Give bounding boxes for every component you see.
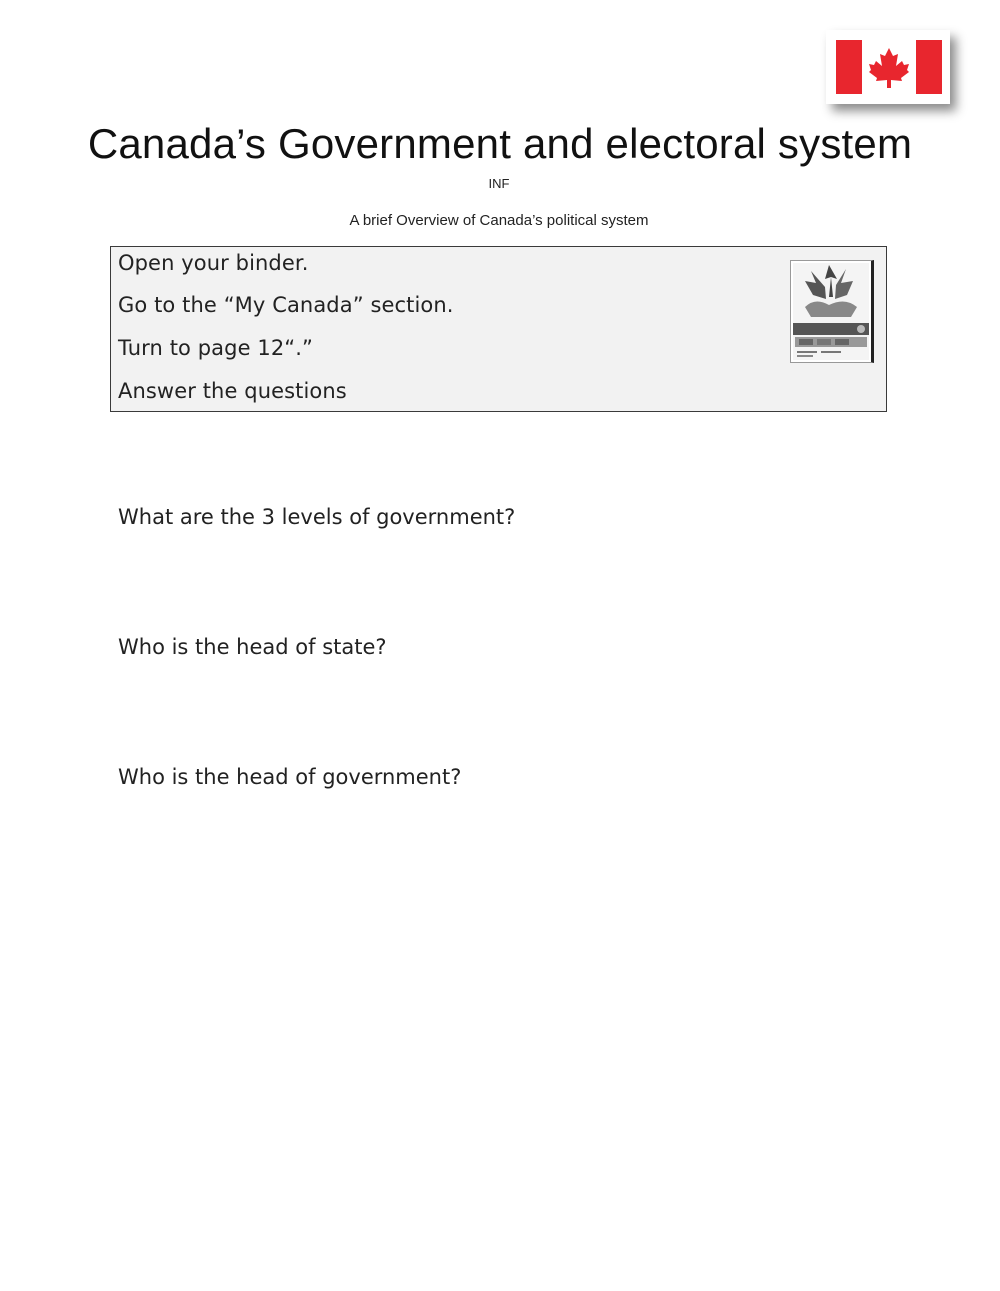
instruction-turn-to-page: Turn to page 12“.” xyxy=(118,336,314,360)
question-head-of-state: Who is the head of state? xyxy=(118,635,387,659)
page-title: Canada’s Government and electoral system xyxy=(87,120,913,167)
instruction-go-to-section: Go to the “My Canada” section. xyxy=(118,293,454,317)
question-levels-of-government: What are the 3 levels of government? xyxy=(118,505,516,529)
question-head-of-government: Who is the head of government? xyxy=(118,765,462,789)
instructions-box xyxy=(110,246,887,412)
binder-cover-image xyxy=(790,260,874,363)
page-subtitle: A brief Overview of Canada’s political system xyxy=(349,212,649,229)
document-code: INF xyxy=(488,176,510,191)
canada-flag-image xyxy=(826,30,950,104)
instruction-open-binder: Open your binder. xyxy=(118,251,309,275)
instruction-answer-questions: Answer the questions xyxy=(118,379,347,403)
